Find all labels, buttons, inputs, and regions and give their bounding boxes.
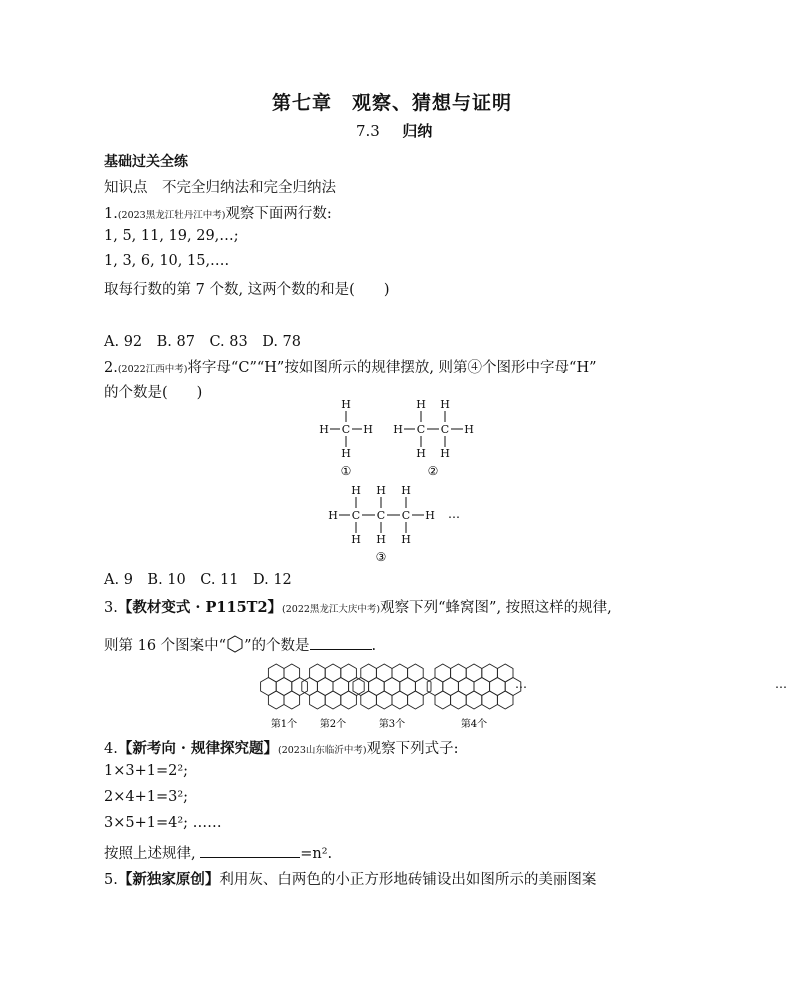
honeycomb-cell [482,691,498,709]
q5-stem: 利用灰、白两色的小正方形地砖铺设出如图所示的美丽图案 [219,872,597,888]
q4-source: (2023山东临沂中考) [278,745,367,756]
q4-line-1: 1×3+1=2²; [104,763,189,779]
section-name: 归纳 [402,122,433,140]
honeycomb-cell [497,691,513,709]
q2-figure-1-2 [310,398,510,478]
svg-text:H: H [440,398,450,411]
q3-line2-a: 则第 16 个图案中“ [104,638,227,654]
svg-text:H: H [416,447,426,460]
svg-text:H: H [376,484,386,497]
q3-number: 3. [104,600,118,616]
q1-stem-line [104,202,332,223]
q1-source: (2023黑龙江牡丹江中考) [117,210,226,221]
q3-fig-label-4: 第4个 [460,719,488,730]
section-title [356,120,432,141]
q3-fig-ellipsis: … [775,677,787,691]
q1-number: 1. [104,206,118,222]
q4-tag: 【新考向 · 规律探究题】 [117,740,278,757]
honeycomb-cell [268,691,284,709]
svg-text:H: H [319,423,329,436]
q4-answer-blank[interactable] [200,843,300,858]
svg-text:H: H [416,398,426,411]
q4-stem: 观察下列式子: [366,741,459,757]
q2-stem: 将字母“C”“H”按如图所示的规律摆放, 则第④个图形中字母“H” [187,360,597,376]
svg-text:H: H [464,423,474,436]
q3-fig-ellipsis-2: … [515,677,527,691]
svg-text:H: H [341,398,351,411]
q1-ask: 取每行数的第 7 个数, 这两个数的和是( ) [104,282,390,298]
honeycomb-cell [466,691,482,709]
q4-line-3: 3×5+1=4²; …… [104,815,222,831]
svg-text:C: C [416,423,426,436]
svg-text:H: H [351,533,361,546]
q3-stem: 观察下列“蜂窝图”, 按照这样的规律, [380,600,612,616]
q4-ask-a: 按照上述规律, [104,846,196,862]
honeycomb-cell [376,691,392,709]
q2-fig-ellipsis: … [448,507,460,521]
knowledge-point: 知识点 不完全归纳法和完全归纳法 [104,180,336,196]
q2-options: A. 9 B. 10 C. 11 D. 12 [104,572,292,588]
honeycomb-cell [284,691,300,709]
svg-text:H: H [401,484,411,497]
q3-fig-label-2: 第2个 [319,719,347,730]
q2-stem-2: 的个数是( ) [104,385,203,401]
honeycomb-cell [435,691,451,709]
q2-source: (2022江西中考) [117,364,188,375]
q5-number: 5. [104,872,118,888]
honeycomb-cell [325,691,341,709]
q1-options: A. 92 B. 87 C. 83 D. 78 [104,334,301,350]
svg-text:C: C [376,509,386,522]
svg-text:C: C [351,509,361,522]
svg-text:H: H [328,509,338,522]
svg-text:H: H [341,447,351,460]
svg-text:H: H [393,423,403,436]
svg-text:H: H [425,509,435,522]
q5-stem-line [104,868,596,889]
q2-fig-label-1: ① [340,464,352,478]
part-title: 基础过关全练 [104,154,188,170]
q3-stem-line [104,596,612,617]
q3-tag: 【教材变式 · P115T2】 [117,599,283,616]
q4-ask-b: =n². [300,846,333,862]
q3-source: (2022黑龙江大庆中考) [282,604,381,615]
svg-text:C: C [401,509,411,522]
q3-fig-label-1: 第1个 [270,719,298,730]
q2-fig-label-2: ② [427,464,439,478]
honeycomb-cell [310,691,326,709]
svg-text:H: H [351,484,361,497]
section-number: 7.3 [356,122,380,140]
q1-row2: 1, 3, 6, 10, 15,…. [104,253,230,269]
q4-line-2: 2×4+1=3²; [104,789,189,805]
q3-line2 [104,634,376,655]
q5-tag: 【新独家原创】 [117,871,220,888]
svg-text:H: H [363,423,373,436]
chapter-title: 第七章 观察、猜想与证明 [272,92,513,114]
svg-text:H: H [376,533,386,546]
q3-fig-label-3: 第3个 [378,719,406,730]
q3-honeycomb-figures [262,656,787,736]
q3-line2-c: . [371,638,377,654]
q4-number: 4. [104,741,118,757]
q1-row1: 1, 5, 11, 19, 29,…; [104,228,239,244]
q2-figure-3 [322,484,472,564]
honeycomb-cell [392,691,408,709]
svg-text:C: C [341,423,351,436]
q2-stem-line [104,356,597,377]
q1-stem: 观察下面两行数: [225,206,332,222]
honeycomb-cell [341,691,357,709]
hexagon-icon [226,635,244,653]
honeycomb-cell [361,691,377,709]
honeycomb-cell [408,691,424,709]
svg-text:H: H [401,533,411,546]
q3-line2-b: ”的个数是 [244,638,310,654]
q4-stem-line [104,737,458,758]
q2-fig-label-3: ③ [375,550,387,564]
honeycomb-cell [451,691,467,709]
q4-ask [104,842,332,863]
svg-text:C: C [440,423,450,436]
q2-number: 2. [104,360,118,376]
svg-text:H: H [440,447,450,460]
q3-answer-blank[interactable] [310,635,372,650]
